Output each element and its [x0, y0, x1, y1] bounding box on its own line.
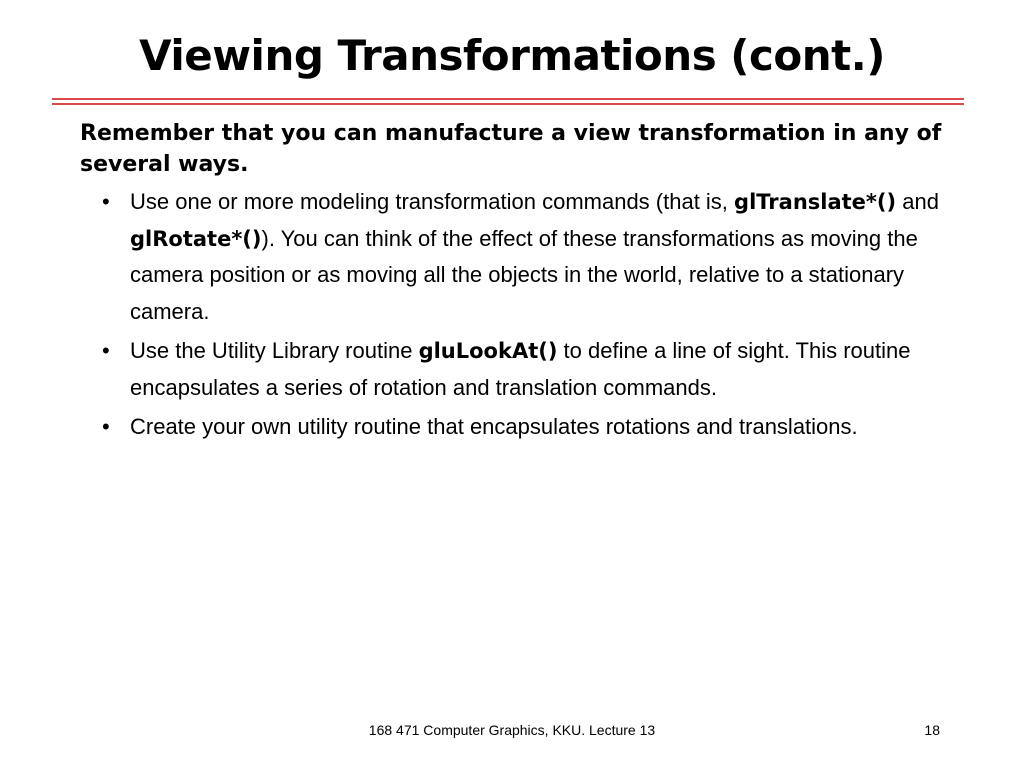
bullet-item-glulookat	[102, 333, 962, 406]
bullet-text: Use the Utility Library routine	[130, 338, 419, 363]
bullet-marker: •	[102, 338, 110, 363]
bullet-item-own-routine	[102, 409, 962, 446]
bullet-marker: •	[102, 414, 110, 439]
page-number: 18	[924, 722, 940, 738]
bullet-list	[102, 184, 962, 449]
lead-paragraph: Remember that you can manufacture a view transformation in any of several ways.	[80, 121, 942, 177]
bullet-marker: •	[102, 189, 110, 214]
code-glulookat: gluLookAt()	[418, 339, 558, 363]
code-gltranslate: glTranslate*()	[734, 190, 897, 214]
bullet-text: ). You can think of the effect of these transformations as moving the camera position or as moving all the objects in the world, relative to a stationary camera.	[130, 225, 918, 324]
title-divider-top	[52, 98, 964, 100]
code-glrotate: glRotate*()	[130, 226, 262, 251]
slide-footer: 168 471 Computer Graphics, KKU. Lecture 13	[368, 722, 656, 738]
slide-title: Viewing Transformations (cont.)	[139, 31, 885, 80]
bullet-text: Create your own utility routine that encapsulates rotations and translations.	[130, 414, 858, 439]
bullet-text: Use one or more modeling transformation commands (that is,	[130, 189, 735, 214]
bullet-text: to define a line of sight. This routine encapsulates a series of rotation and translation commands.	[130, 338, 911, 400]
bullet-item-modeling-commands	[102, 184, 962, 330]
bullet-text: and	[896, 189, 939, 214]
title-divider-bottom	[52, 103, 964, 105]
